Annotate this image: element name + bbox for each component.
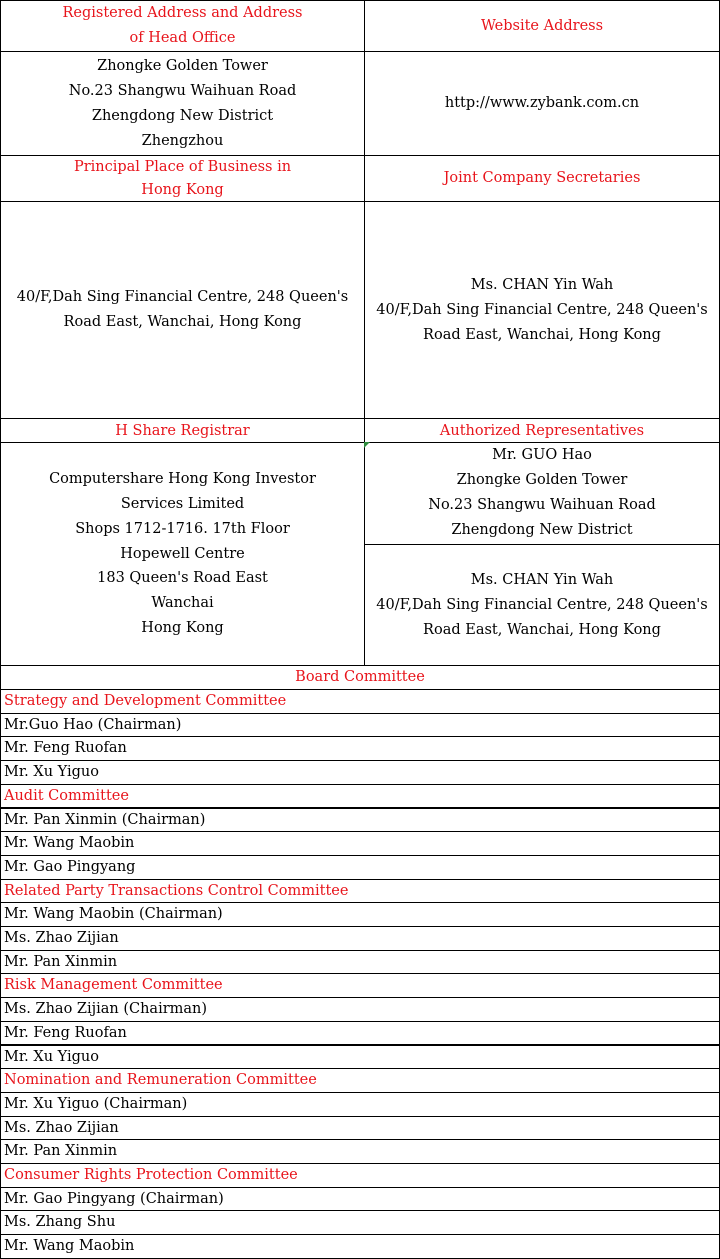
website-heading: Website Address (364, 0, 720, 52)
committee-member: Mr. Wang Maobin (Chairman) (0, 902, 720, 927)
committee-member: Mr. Pan Xinmin (Chairman) (0, 808, 720, 833)
committee-member: Mr. Feng Ruofan (0, 1021, 720, 1046)
principal-place-heading: Principal Place of Business in Hong Kong (0, 155, 365, 202)
committee-member: Ms. Zhao Zijian (0, 1116, 720, 1141)
registered-address-value: Zhongke Golden Tower No.23 Shangwu Waihuan Road Zhengdong New District Zhengzhou (0, 51, 365, 156)
committee-member: Mr. Xu Yiguo (Chairman) (0, 1092, 720, 1117)
authorized-representative-2: Ms. CHAN Yin Wah 40/F,Dah Sing Financial Centre, 248 Queen's Road East, Wanchai, Hong Kong (364, 544, 720, 666)
h-share-registrar-value: Computershare Hong Kong Investor Services Limited Shops 1712-1716. 17th Floor Hopewell Centre 183 Queen's Road East Wanchai Hong Kong (0, 442, 365, 666)
website-link[interactable]: http://www.zybank.com.cn (444, 95, 640, 111)
committee-member: Ms. Zhao Zijian (0, 926, 720, 951)
committee-member: Mr.Guo Hao (Chairman) (0, 713, 720, 738)
committee-name: Related Party Transactions Control Committee (0, 879, 720, 904)
committee-member: Mr. Feng Ruofan (0, 736, 720, 761)
registered-address-heading: Registered Address and Address of Head Office (0, 0, 365, 52)
committee-member: Mr. Pan Xinmin (0, 1139, 720, 1164)
committee-name: Nomination and Remuneration Committee (0, 1068, 720, 1093)
committee-member: Mr. Wang Maobin (0, 831, 720, 856)
committee-member: Ms. Zhang Shu (0, 1210, 720, 1235)
committee-name: Consumer Rights Protection Committee (0, 1163, 720, 1188)
board-committee-heading: Board Committee (0, 665, 720, 690)
committee-member: Ms. Zhao Zijian (Chairman) (0, 997, 720, 1022)
committee-name: Strategy and Development Committee (0, 689, 720, 714)
authorized-representatives-heading: Authorized Representatives (364, 418, 720, 443)
joint-secretaries-value: Ms. CHAN Yin Wah 40/F,Dah Sing Financial Centre, 248 Queen's Road East, Wanchai, Hong Kong (364, 201, 720, 419)
h-share-registrar-heading: H Share Registrar (0, 418, 365, 443)
authorized-representative-1: Mr. GUO Hao Zhongke Golden Tower No.23 Shangwu Waihuan Road Zhengdong New District (364, 442, 720, 545)
website-value[interactable] (364, 51, 720, 156)
joint-secretaries-heading: Joint Company Secretaries (364, 155, 720, 202)
committee-member: Mr. Pan Xinmin (0, 950, 720, 975)
committee-name: Risk Management Committee (0, 973, 720, 998)
committee-member: Mr. Xu Yiguo (0, 1045, 720, 1070)
cell-comment-marker (364, 442, 370, 448)
committee-member: Mr. Gao Pingyang (0, 855, 720, 880)
committee-name: Audit Committee (0, 784, 720, 809)
committee-member: Mr. Gao Pingyang (Chairman) (0, 1187, 720, 1212)
committee-member: Mr. Wang Maobin (0, 1234, 720, 1259)
principal-place-value: 40/F,Dah Sing Financial Centre, 248 Queen's Road East, Wanchai, Hong Kong (0, 201, 365, 419)
committee-member: Mr. Xu Yiguo (0, 760, 720, 785)
